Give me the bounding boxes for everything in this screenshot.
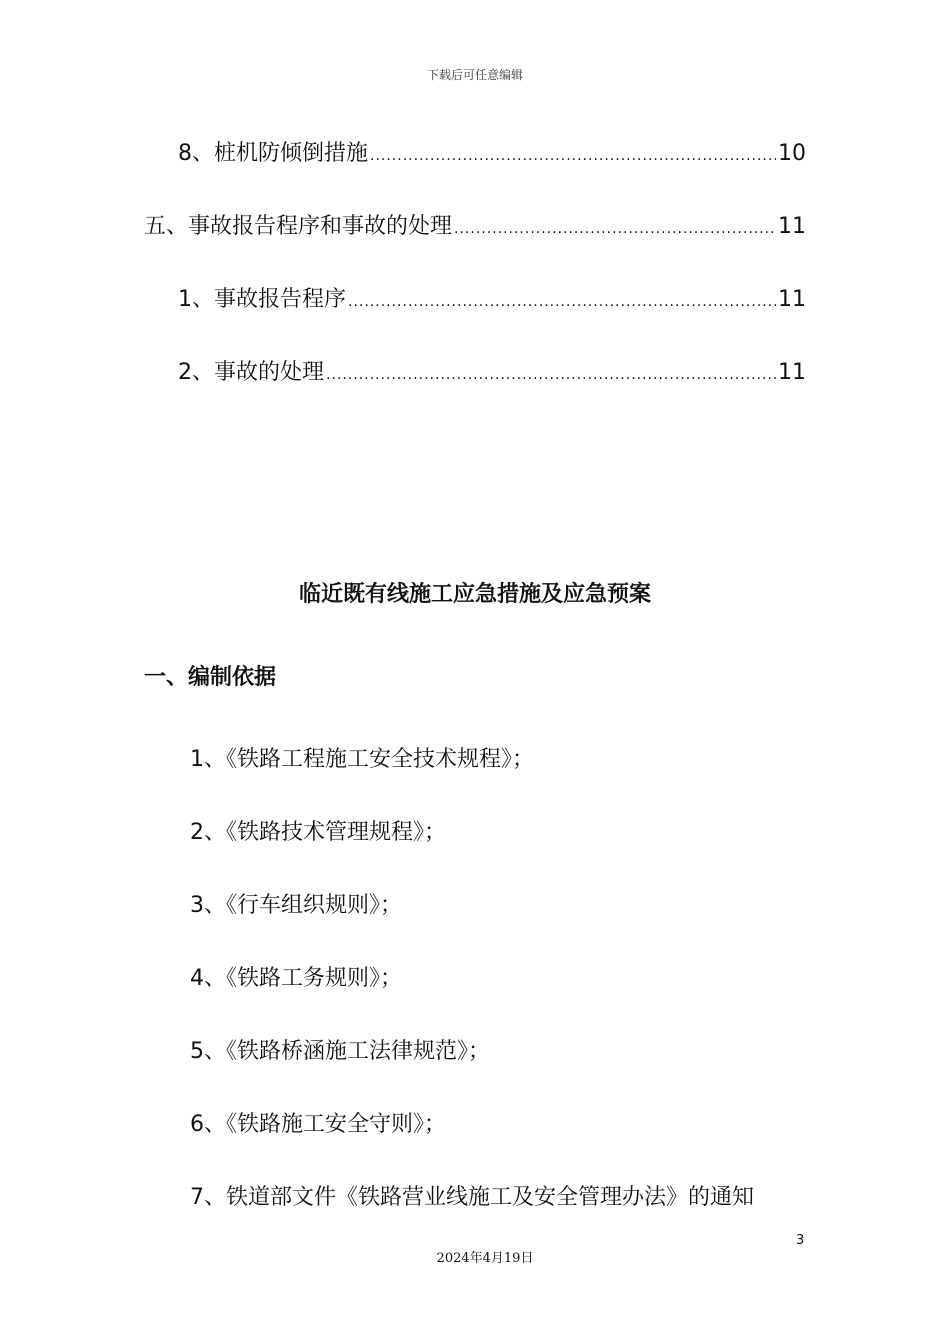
list-item: 1、《铁路工程施工安全技术规程》； <box>190 747 534 772</box>
toc-entry-page: 11 <box>778 360 806 385</box>
toc-entry-label: 1、事故报告程序 <box>178 287 346 312</box>
toc-entry[interactable] <box>178 282 806 313</box>
page-header: 下载后可任意编辑 <box>426 68 523 82</box>
toc-leader-dots <box>326 367 776 383</box>
toc-entry-label: 2、事故的处理 <box>178 360 324 385</box>
toc-entry[interactable] <box>178 355 806 386</box>
list-item: 3、《行车组织规则》； <box>190 893 402 918</box>
section-heading: 一、编制依据 <box>144 665 277 690</box>
toc-entry-label: 五、事故报告程序和事故的处理 <box>144 214 453 239</box>
toc-entry-page: 11 <box>778 214 806 239</box>
toc-leader-dots <box>370 148 776 164</box>
toc-leader-dots <box>348 294 776 310</box>
list-item: 6、《铁路施工安全守则》； <box>190 1112 446 1137</box>
document-title: 临近既有线施工应急措施及应急预案 <box>298 582 651 607</box>
toc-entry-page: 10 <box>778 141 806 166</box>
list-item: 5、《铁路桥涵施工法律规范》； <box>190 1039 490 1064</box>
toc-entry-page: 11 <box>778 287 806 312</box>
footer-date: 2024年4月19日 <box>436 1251 534 1266</box>
toc-entry-label: 8、桩机防倾倒措施 <box>178 141 368 166</box>
toc-entry[interactable] <box>144 209 806 240</box>
toc-leader-dots <box>454 221 776 237</box>
list-item: 4、《铁路工务规则》； <box>190 966 402 991</box>
page-number: 3 <box>796 1233 805 1248</box>
list-item: 7、铁道部文件《铁路营业线施工及安全管理办法》的通知 <box>190 1185 754 1210</box>
list-item: 2、《铁路技术管理规程》； <box>190 820 446 845</box>
toc-entry[interactable] <box>178 136 806 167</box>
